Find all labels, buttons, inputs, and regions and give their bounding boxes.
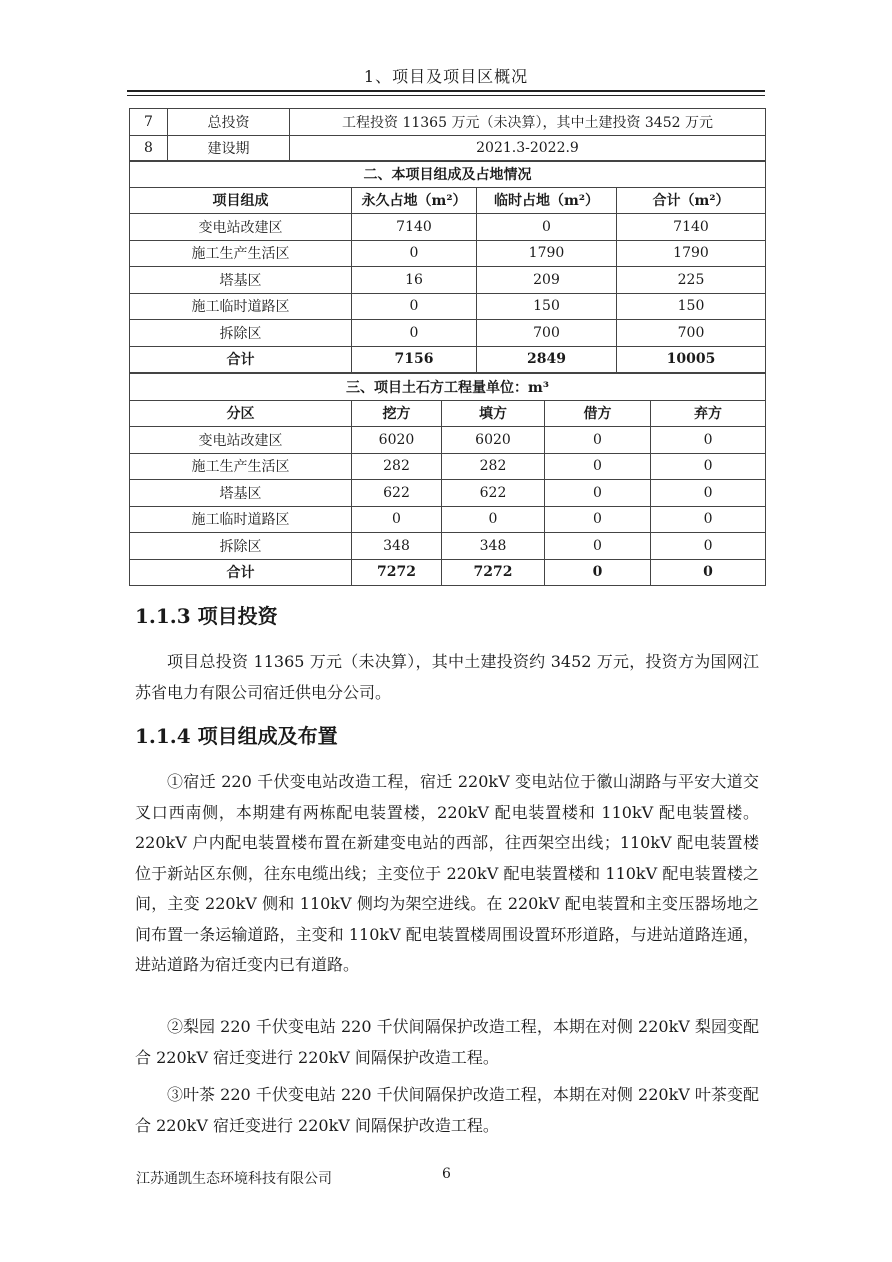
header-rule-thin: [127, 95, 765, 96]
total-cell: 合计: [130, 346, 352, 373]
total-cell: 2849: [477, 346, 617, 373]
table-cell: 700: [617, 320, 766, 347]
table-cell: 0: [477, 214, 617, 241]
section-heading-composition: 1.1.4 项目组成及布置: [135, 724, 338, 748]
table-total-row: [130, 346, 766, 373]
table-row: [130, 320, 766, 347]
table-cell: 0: [352, 320, 477, 347]
composition-paragraph-3: ③叶茶 220 千伏变电站 220 千伏间隔保护改造工程，本期在对侧 220kV 叶茶变配合 220kV 宿迁变进行 220kV 间隔保护改造工程。: [135, 1085, 759, 1135]
table-cell: 拆除区: [130, 320, 352, 347]
total-cell: 10005: [617, 346, 766, 373]
row-number: 7: [130, 109, 168, 136]
table-header-row: [130, 187, 766, 214]
column-header: 借方: [545, 400, 651, 427]
table-row: [130, 293, 766, 320]
row-value: 工程投资 11365 万元（未决算），其中土建投资 3452 万元: [290, 109, 766, 136]
investment-paragraph: 项目总投资 11365 万元（未决算），其中土建投资约 3452 万元，投资方为国网江苏省电力有限公司宿迁供电分公司。: [135, 652, 759, 702]
column-header: 弃方: [651, 400, 766, 427]
column-header: 分区: [130, 400, 352, 427]
table-cell: 348: [442, 533, 545, 560]
table-row: [130, 533, 766, 560]
table-row: [130, 135, 766, 162]
table-row: [130, 480, 766, 507]
page-number: 6: [442, 1166, 451, 1182]
table-cell: 施工生产生活区: [130, 240, 352, 267]
table-cell: 0: [651, 427, 766, 454]
table-cell: 7140: [617, 214, 766, 241]
column-header: 合计（m²）: [617, 187, 766, 214]
table-cell: 1790: [617, 240, 766, 267]
table-cell: 塔基区: [130, 480, 352, 507]
table-cell: 7140: [352, 214, 477, 241]
table-row: [130, 453, 766, 480]
table-cell: 622: [352, 480, 442, 507]
table-cell: 0: [545, 427, 651, 454]
table-row: [130, 240, 766, 267]
table-cell: 622: [442, 480, 545, 507]
table-cell: 塔基区: [130, 267, 352, 294]
table-cell: 348: [352, 533, 442, 560]
table-cell: 209: [477, 267, 617, 294]
table-cell: 0: [545, 453, 651, 480]
earthwork-table: [129, 373, 766, 586]
total-cell: 7272: [352, 559, 442, 586]
table-cell: 225: [617, 267, 766, 294]
table-cell: 施工生产生活区: [130, 453, 352, 480]
land-occupation-table: [129, 160, 766, 373]
table-cell: 0: [545, 506, 651, 533]
column-header: 临时占地（m²）: [477, 187, 617, 214]
table-cell: 6020: [442, 427, 545, 454]
total-cell: 7272: [442, 559, 545, 586]
table-cell: 6020: [352, 427, 442, 454]
table-cell: 0: [352, 293, 477, 320]
header-rule-thick: [127, 90, 765, 92]
table-cell: 282: [352, 453, 442, 480]
section-title: 二、本项目组成及占地情况: [130, 161, 766, 188]
table-row: [130, 214, 766, 241]
table-cell: 0: [352, 506, 442, 533]
table-cell: 变电站改建区: [130, 427, 352, 454]
table-cell: 0: [352, 240, 477, 267]
table-cell: 施工临时道路区: [130, 293, 352, 320]
table-cell: 施工临时道路区: [130, 506, 352, 533]
composition-paragraph-2: ②梨园 220 千伏变电站 220 千伏间隔保护改造工程，本期在对侧 220kV 梨园变配合 220kV 宿迁变进行 220kV 间隔保护改造工程。: [135, 1017, 759, 1067]
table-cell: 变电站改建区: [130, 214, 352, 241]
column-header: 项目组成: [130, 187, 352, 214]
total-cell: 0: [651, 559, 766, 586]
table-cell: 拆除区: [130, 533, 352, 560]
table-total-row: [130, 559, 766, 586]
table-cell: 150: [617, 293, 766, 320]
project-summary-table: [129, 108, 766, 162]
table-cell: 282: [442, 453, 545, 480]
table-cell: 0: [545, 480, 651, 507]
total-cell: 7156: [352, 346, 477, 373]
footer-company: 江苏通凯生态环境科技有限公司: [136, 1171, 332, 1187]
table-cell: 150: [477, 293, 617, 320]
table-cell: 0: [545, 533, 651, 560]
column-header: 永久占地（m²）: [352, 187, 477, 214]
table-cell: 1790: [477, 240, 617, 267]
running-header-title: 1、项目及项目区概况: [363, 67, 529, 86]
table-cell: 16: [352, 267, 477, 294]
row-number: 8: [130, 135, 168, 162]
column-header: 挖方: [352, 400, 442, 427]
table-header-row: [130, 400, 766, 427]
table-cell: 0: [651, 453, 766, 480]
table-cell: 0: [651, 480, 766, 507]
table-row: [130, 267, 766, 294]
composition-paragraph-1: ①宿迁 220 千伏变电站改造工程，宿迁 220kV 变电站位于徽山湖路与平安大道交叉口西南侧，本期建有两栋配电装置楼，220kV 配电装置楼和 110kV 配电装置楼。220kV 户内配电装置楼布置在新建变电站的西部，往西架空出线；110kV 配电装置楼位于新站区东侧，往东电缆出线；主变位于 220kV 配电装置楼和 110kV 配电装置楼之间，主变 220kV 侧和 110kV 侧均为架空进线。在 220kV 配电装置和主变压器场地之间布置一条运输道路，主变和 110kV 配电装置楼周围设置环形道路，与进站道路连通，进站道路为宿迁变内已有道路。: [135, 772, 759, 974]
total-cell: 0: [545, 559, 651, 586]
column-header: 填方: [442, 400, 545, 427]
row-value: 2021.3-2022.9: [290, 135, 766, 162]
table-row: [130, 427, 766, 454]
table-cell: 0: [442, 506, 545, 533]
table-cell: 0: [651, 506, 766, 533]
section-title: 三、项目土石方工程量单位：m³: [130, 374, 766, 401]
table-row: [130, 109, 766, 136]
section-heading-investment: 1.1.3 项目投资: [135, 604, 278, 628]
table-cell: 700: [477, 320, 617, 347]
row-label: 总投资: [168, 109, 290, 136]
table-row: [130, 506, 766, 533]
table-cell: 0: [651, 533, 766, 560]
total-cell: 合计: [130, 559, 352, 586]
row-label: 建设期: [168, 135, 290, 162]
